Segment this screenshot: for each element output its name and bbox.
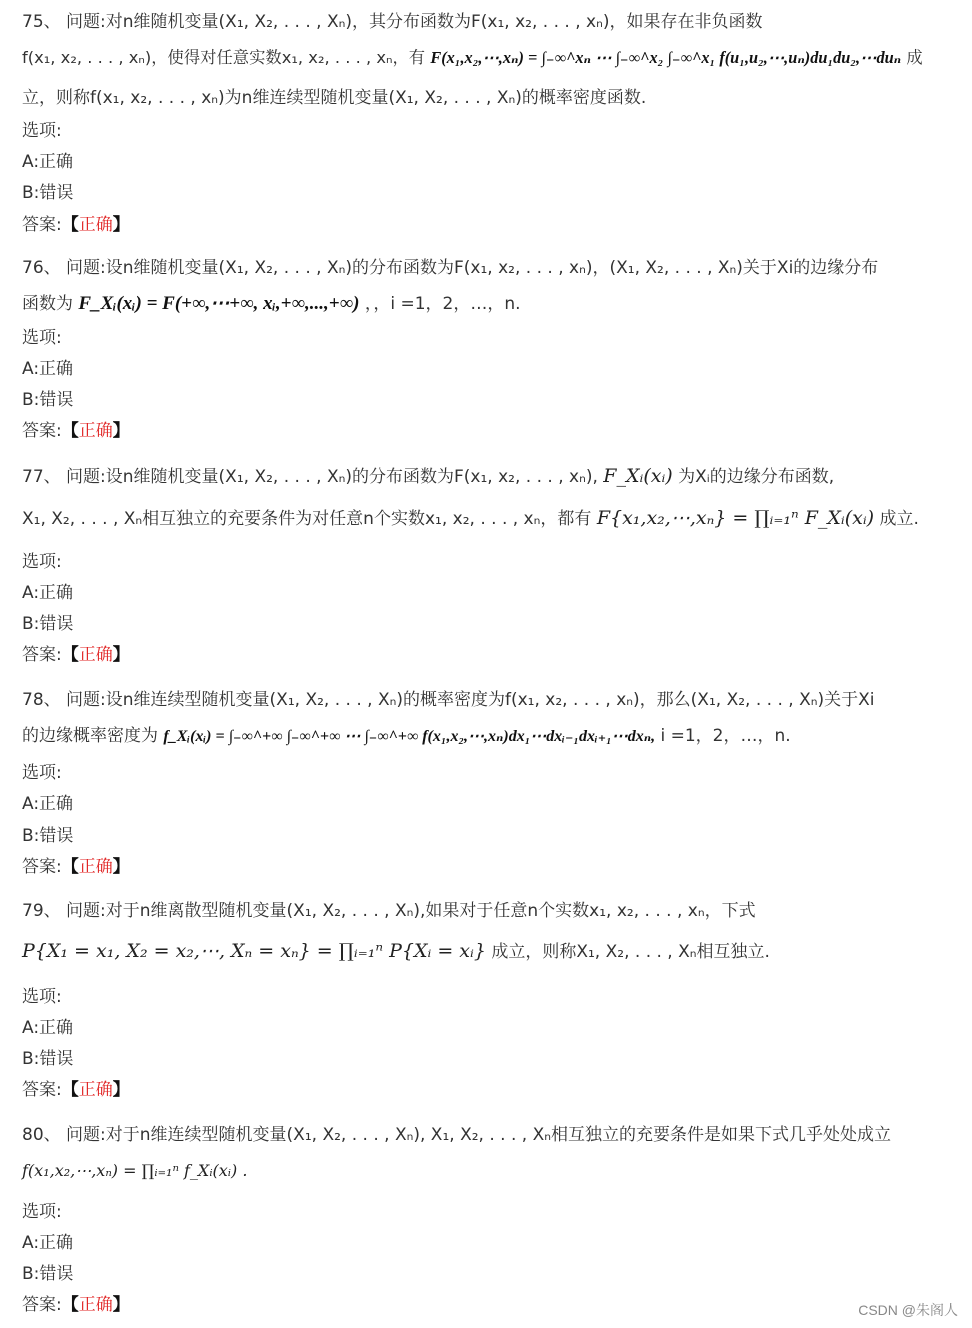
option-a: A:正确 (22, 359, 74, 379)
question-line (22, 254, 878, 282)
question-text: 问题:设n维连续型随机变量(X₁, X₂, . . . , Xₙ)的概率密度为f(x₁, x₂, . . . , xₙ)，那么(X₁, X₂, . . . , Xₙ)关于Xi (66, 690, 875, 710)
answer-bracket-close: 】 (112, 645, 130, 665)
answer-bracket-open: 【 (61, 857, 79, 877)
question-line (22, 897, 756, 925)
question-text: 函数为 (22, 294, 73, 314)
answer-line (22, 417, 130, 445)
question-text: 为Xᵢ的边缘分布函数, (678, 467, 835, 487)
question-number: 76、 (22, 258, 61, 278)
answer-value: 正确 (78, 857, 113, 877)
option-a: A:正确 (22, 1233, 74, 1253)
question-line (22, 8, 762, 36)
question-text: 问题:对n维随机变量(X₁, X₂, . . . , Xₙ)，其分布函数为F(x₁, x₂, . . . , xₙ)，如果存在非负函数 (66, 12, 763, 32)
options-label: 选项: (22, 328, 62, 348)
options-label: 选项: (22, 987, 62, 1007)
question-text: 立，则称f(x₁, x₂, . . . , xₙ)为n维连续型随机变量(X₁, X₂, . . . , Xₙ)的概率密度函数. (22, 88, 647, 108)
option-b: B:错误 (22, 614, 74, 634)
answer-bracket-open: 【 (61, 215, 79, 235)
question-line (22, 44, 923, 72)
answer-value: 正确 (78, 215, 113, 235)
question-line (22, 290, 521, 318)
question-line (22, 937, 770, 965)
math-formula: P{X₁ = x₁, X₂ = x₂,⋯, Xₙ = xₙ} = ∏ᵢ₌₁ⁿ P{Xᵢ = xᵢ} (22, 940, 486, 962)
question-text: 问题:设n维随机变量(X₁, X₂, . . . , Xₙ)的分布函数为F(x₁, x₂, . . . , xₙ)，(X₁, X₂, . . . , Xₙ)关于Xi的边缘分布 (66, 258, 879, 278)
answer-bracket-close: 】 (112, 421, 130, 441)
option-b: B:错误 (22, 1049, 74, 1069)
option-b: B:错误 (22, 390, 74, 410)
answer-bracket-open: 【 (61, 645, 79, 665)
question-line (22, 1121, 891, 1149)
question-text: 问题:对于n维离散型随机变量(X₁, X₂, . . . , Xₙ),如果对于任意n个实数x₁, x₂, . . . , xₙ，下式 (66, 901, 756, 921)
math-formula: f_Xᵢ(xᵢ) = ∫₋∞^+∞ ∫₋∞^+∞ ⋯ ∫₋∞^+∞ f(x₁,x₂,⋯,xₙ)dx₁⋯dxᵢ₋₁dxᵢ₊₁⋯dxₙ, (163, 728, 656, 745)
answer-bracket-open: 【 (61, 1295, 79, 1315)
math-formula: F{x₁,x₂,⋯,xₙ} = ∏ᵢ₌₁ⁿ F_Xᵢ(xᵢ) (596, 507, 875, 529)
option-b: B:错误 (22, 183, 74, 203)
question-text: f(x₁, x₂, . . . , xₙ)，使得对任意实数x₁, x₂, . . . , xₙ，有 (22, 48, 426, 67)
options-label: 选项: (22, 1202, 62, 1222)
question-line (22, 84, 646, 112)
answer-line (22, 853, 130, 881)
answer-label: 答案: (22, 1080, 62, 1100)
math-formula: f(x₁,x₂,⋯,xₙ) = ∏ᵢ₌₁ⁿ f_Xᵢ(xᵢ) . (22, 1161, 248, 1180)
answer-line (22, 1076, 130, 1104)
answer-label: 答案: (22, 1295, 62, 1315)
answer-value: 正确 (78, 1080, 113, 1100)
answer-line (22, 1291, 130, 1319)
answer-bracket-open: 【 (61, 421, 79, 441)
answer-bracket-close: 】 (112, 1295, 130, 1315)
question-text: 的边缘概率密度为 (22, 726, 158, 746)
answer-bracket-open: 【 (61, 1080, 79, 1100)
answer-label: 答案: (22, 421, 62, 441)
answer-value: 正确 (78, 421, 113, 441)
question-number: 75、 (22, 12, 61, 32)
options-label: 选项: (22, 552, 62, 572)
question-text: 成 (906, 48, 923, 67)
question-number: 78、 (22, 690, 61, 710)
watermark: CSDN @朱阁人 (858, 1302, 958, 1318)
question-text: 问题:设n维随机变量(X₁, X₂, . . . , Xₙ)的分布函数为F(x₁, x₂, . . . , xₙ), (66, 467, 598, 487)
math-formula: F_Xᵢ(xᵢ) = F(+∞,⋯+∞, xᵢ,+∞,...,+∞) (78, 293, 360, 314)
answer-label: 答案: (22, 645, 62, 665)
question-line (22, 722, 791, 750)
answer-bracket-close: 】 (112, 215, 130, 235)
question-text: 问题:对于n维连续型随机变量(X₁, X₂, . . . , Xₙ), X₁, X₂, . . . , Xₙ相互独立的充要条件是如果下式几乎处处成立 (66, 1125, 891, 1145)
question-text: X₁, X₂, . . . , Xₙ相互独立的充要条件为对任意n个实数x₁, x₂, . . . , xₙ，都有 (22, 509, 592, 529)
question-line (22, 686, 875, 714)
question-line (22, 1157, 247, 1185)
option-b: B:错误 (22, 826, 74, 846)
options-label: 选项: (22, 763, 62, 783)
option-b: B:错误 (22, 1264, 74, 1284)
option-a: A:正确 (22, 794, 74, 814)
option-a: A:正确 (22, 583, 74, 603)
answer-bracket-close: 】 (112, 1080, 130, 1100)
answer-line (22, 211, 130, 239)
question-text: ，，i =1，2，…，n. (364, 294, 521, 314)
question-text: 成立，则称X₁, X₂, . . . , Xₙ相互独立. (491, 942, 770, 962)
answer-line (22, 641, 130, 669)
question-number: 80、 (22, 1125, 61, 1145)
answer-bracket-close: 】 (112, 857, 130, 877)
answer-value: 正确 (78, 645, 113, 665)
math-formula: F_Xᵢ(xᵢ) (603, 465, 673, 487)
math-formula: F(x₁,x₂,⋯,xₙ) = ∫₋∞^xₙ ⋯ ∫₋∞^x₂ ∫₋∞^x₁ f(u₁,u₂,⋯,uₙ)du₁du₂,⋯duₙ (430, 48, 902, 67)
answer-value: 正确 (78, 1295, 113, 1315)
question-line (22, 462, 834, 490)
answer-label: 答案: (22, 215, 62, 235)
question-number: 77、 (22, 467, 61, 487)
answer-label: 答案: (22, 857, 62, 877)
question-line (22, 504, 919, 532)
option-a: A:正确 (22, 1018, 74, 1038)
question-number: 79、 (22, 901, 61, 921)
option-a: A:正确 (22, 152, 74, 172)
question-text: i =1，2，…，n. (660, 726, 791, 746)
question-text: 成立. (879, 509, 919, 529)
options-label: 选项: (22, 121, 62, 141)
